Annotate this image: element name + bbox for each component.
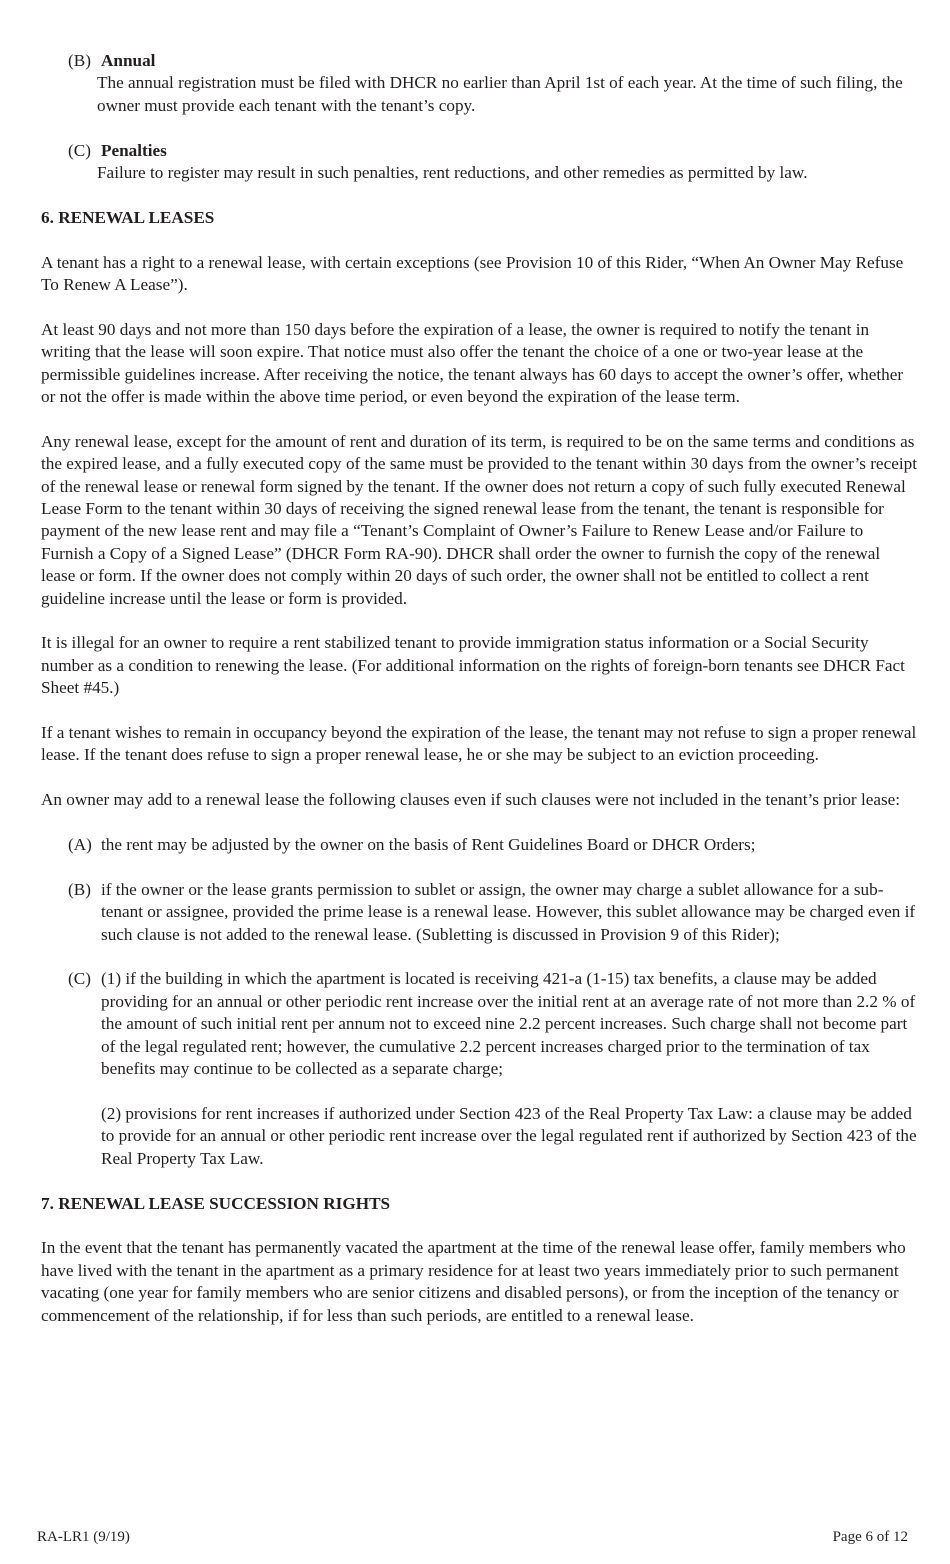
clause-text: if the owner or the lease grants permission to sublet or assign, the owner may charge a sublet allowance for a sub-tenant or assignee, provided the prime lease is a renewal lease. However, this sublet allowance may be charged even if such clause is not added to the renewal lease. (Subletting is discussed in Provision 9 of this Rider); [101, 879, 916, 944]
clause-letter: (A) [68, 835, 92, 855]
clause-c [68, 968, 917, 1170]
subsection-c-penalties [68, 140, 917, 185]
subsection-body: The annual registration must be filed with DHCR no earlier than April 1st of each year. At the time of such filing, the owner must provide each tenant with the tenant’s copy. [97, 73, 903, 115]
subsection-title: Penalties [101, 140, 167, 160]
clause-text-part-2: (2) provisions for rent increases if authorized under Section 423 of the Real Property Tax Law: a clause may be added to provide for an annual or other periodic rent increase over the legal regulated rent if authorized by Section 423 of the Real Property Tax Law. [101, 1103, 917, 1168]
paragraph: At least 90 days and not more than 150 days before the expiration of a lease, the owner is required to notify the tenant in writing that the lease will soon expire. That notice must also offer the tenant the choice of a one or two-year lease at the permissible guidelines increase. After receiving the notice, the tenant always has 60 days to accept the owner’s offer, whether or not the offer is made within the above time period, or even beyond the expiration of the lease term. [41, 319, 904, 407]
document-page [41, 50, 917, 1327]
subsection-letter: (C) [68, 140, 91, 160]
subsection-letter: (B) [68, 51, 91, 70]
clause-text-part-1: (1) if the building in which the apartment is located is receiving 421-a (1-15) tax benefits, a clause may be added providing for an annual or other periodic rent increase over the initial rent at an average rate of not more than 2.2 % of the amount of such initial rent per annum not to exceed nine 2.2 percent increases. Such charge shall not become part of the legal regulated rent; however, the cumulative 2.2 percent increases charged prior to the termination of tax benefits may continue to be collected as a separate charge; [101, 969, 916, 1079]
subsection-body: Failure to register may result in such penalties, rent reductions, and other remedies as permitted by law. [97, 163, 808, 183]
paragraph: An owner may add to a renewal lease the following clauses even if such clauses were not included in the tenant’s prior lease: [41, 790, 901, 810]
page-number: Page 6 of 12 [832, 1529, 908, 1545]
subsection-title: Annual [101, 51, 156, 70]
paragraph: Any renewal lease, except for the amount of rent and duration of its term, is required to be on the same terms and conditions as the expired lease, and a fully executed copy of the same must be provided to the tenant within 30 days from the owner’s receipt of the renewal lease or renewal form signed by the tenant. If the owner does not return a copy of such fully executed Renewal Lease Form to the tenant within 30 days of receiving the signed renewal lease from the tenant, the tenant is responsible for payment of the new lease rent and may file a “Tenant’s Complaint of Owner’s Failure to Renew Lease and/or Failure to Furnish a Copy of a Signed Lease” (DHCR Form RA-90). DHCR shall order the owner to furnish the copy of the renewal lease or form. If the owner does not comply within 20 days of such order, the owner shall not be entitled to collect a rent guideline increase until the lease or form is provided. [41, 431, 917, 608]
clause-letter: (B) [68, 879, 91, 899]
clause-letter: (C) [68, 969, 91, 989]
subsection-b-annual [68, 50, 917, 117]
clause-b [68, 879, 917, 946]
clause-a [68, 834, 917, 856]
section-heading-renewal-leases: 6. RENEWAL LEASES [41, 207, 215, 227]
paragraph: In the event that the tenant has permanently vacated the apartment at the time of the renewal lease offer, family members who have lived with the tenant in the apartment as a primary residence for at least two years immediately prior to such permanent vacating (one year for family members who are senior citizens and disabled persons), or from the inception of the tenancy or commencement of the relationship, if for less than such periods, are entitled to a renewal lease. [41, 1238, 906, 1325]
paragraph: It is illegal for an owner to require a rent stabilized tenant to provide immigration status information or a Social Security number as a condition to renewing the lease. (For additional information on the rights of foreign-born tenants see DHCR Fact Sheet #45.) [41, 633, 905, 698]
form-id: RA-LR1 (9/19) [37, 1529, 130, 1545]
clause-text: the rent may be adjusted by the owner on the basis of Rent Guidelines Board or DHCR Orders; [101, 835, 756, 855]
paragraph: A tenant has a right to a renewal lease, with certain exceptions (see Provision 10 of this Rider, “When An Owner May Refuse To Renew A Lease”). [41, 252, 904, 295]
section-heading-succession-rights: 7. RENEWAL LEASE SUCCESSION RIGHTS [41, 1193, 391, 1213]
paragraph: If a tenant wishes to remain in occupancy beyond the expiration of the lease, the tenant may not refuse to sign a proper renewal lease. If the tenant does refuse to sign a proper renewal lease, he or she may be subject to an eviction proceeding. [41, 723, 917, 765]
